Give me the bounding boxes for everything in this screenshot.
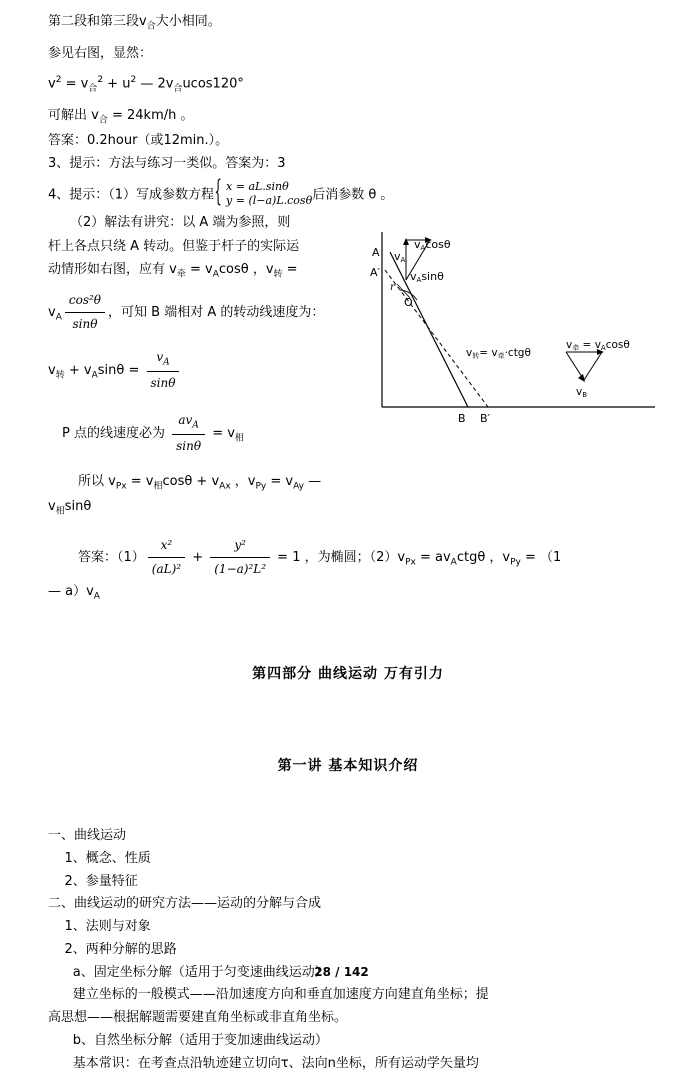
- fraction: [147, 346, 180, 395]
- line-text: = 1 ，为椭圆；（2）v: [273, 550, 406, 566]
- line-text: v: [48, 304, 56, 320]
- line-text: — a）v: [48, 583, 94, 599]
- outline-item: 2、参量特征: [48, 873, 138, 889]
- subscript: 合: [98, 115, 108, 126]
- physics-figure: [370, 232, 670, 425]
- subscript: 合: [146, 21, 156, 32]
- fraction-denominator: sinθ: [72, 316, 98, 331]
- line-text: = v: [185, 261, 213, 277]
- line-text: v: [48, 498, 56, 514]
- line-text: = （1: [520, 550, 562, 566]
- line-text: v: [48, 362, 56, 378]
- param-eq-y: y = (l−a)L.cosθ: [226, 194, 313, 208]
- fraction-numerator: cos²θ: [65, 289, 105, 313]
- line-text: cosθ + v: [162, 474, 220, 490]
- subscript: 相: [55, 506, 65, 517]
- line-text: 杆上各点只绕 A 转动。但鉴于杆子的实际运: [48, 238, 300, 254]
- subscript: 相: [153, 481, 163, 492]
- equation-line: [48, 72, 648, 98]
- line-text: + v: [64, 362, 92, 378]
- eq-part: v: [48, 76, 56, 92]
- label-vAcos: vAcosθ: [414, 238, 451, 252]
- outline-list: [48, 825, 648, 1075]
- subscript: 合: [173, 84, 183, 95]
- label-O: O: [404, 296, 413, 309]
- line-text: 答案：0.2hour（或12min.）。: [48, 133, 229, 149]
- outline-item: a、固定坐标分解（适用于匀变速曲线运动）: [48, 964, 328, 980]
- outline-item: 建立坐标的一般模式——沿加速度方向和垂直加速度方向建直角坐标；提: [48, 987, 489, 1003]
- line-text: P 点的线速度必为: [62, 426, 170, 442]
- superscript: 2: [55, 75, 62, 86]
- text-line: [48, 42, 648, 67]
- fraction: [65, 289, 105, 336]
- line-text: 动情形如右图，应有 v: [48, 261, 177, 277]
- label-vzhuan: v转= v牵·ctgθ: [466, 347, 531, 360]
- fraction-numerator: y²: [210, 534, 270, 558]
- fraction-denominator: (1−a)²L²: [214, 562, 267, 577]
- outline-item: 1、法则与对象: [48, 919, 151, 935]
- line-text: 所以 v: [78, 474, 116, 490]
- subscript: A: [212, 269, 219, 280]
- subscript: A: [55, 312, 62, 323]
- subscript: Py: [255, 481, 267, 492]
- outline-item: 基本常识：在考查点沿轨迹建立切向τ、法向n坐标，所有运动学矢量均: [48, 1055, 479, 1071]
- subscript: Px: [115, 481, 127, 492]
- text-line: [48, 470, 648, 496]
- label-vAsin: vAsinθ: [410, 270, 444, 284]
- line-text-end: = 24km/h 。: [107, 108, 194, 124]
- figure-svg: [370, 232, 670, 425]
- label-B-prime: B′: [480, 412, 491, 425]
- fraction-denominator: sinθ: [150, 376, 176, 391]
- line-text-end: 大小相同。: [155, 14, 221, 29]
- param-eq-x: { x = aL.sinθ: [226, 179, 289, 193]
- subscript: A: [93, 591, 100, 602]
- line-text: sinθ: [64, 498, 92, 514]
- line-text: ，v: [230, 474, 256, 490]
- eq-part: — 2v: [136, 76, 174, 92]
- line-text-end: 后消参数 θ 。: [312, 186, 394, 202]
- fraction-numerator: [172, 409, 205, 435]
- subscript: 合: [88, 84, 98, 95]
- outline-item: b、自然坐标分解（适用于变加速曲线运动）: [48, 1032, 329, 1048]
- text-line: [48, 104, 648, 130]
- text-line: [48, 496, 648, 520]
- fraction-denominator: (aL)²: [151, 562, 182, 577]
- superscript: 2: [130, 75, 137, 86]
- line-text: 3、提示：方法与练习一类似。答案为：3: [48, 155, 286, 171]
- label-r: r: [390, 282, 395, 293]
- part-title: 第四部分 曲线运动 万有引力: [252, 666, 444, 683]
- line-text: = av: [415, 550, 451, 566]
- line-text: 参见右图，显然：: [48, 45, 153, 61]
- subscript: 牵: [176, 269, 186, 280]
- superscript: 2: [97, 75, 104, 86]
- line-text: = v: [208, 426, 235, 442]
- line-text: = v: [266, 474, 294, 490]
- text-line: [48, 130, 648, 153]
- answer-line: [48, 534, 648, 581]
- subscript: Ay: [293, 481, 304, 492]
- subscript: 相: [234, 433, 244, 444]
- label-vA: vA: [394, 250, 406, 264]
- subscript: Px: [405, 557, 416, 568]
- label-A: A: [372, 246, 380, 259]
- outline-item: 一、曲线运动: [48, 828, 127, 844]
- line-text: （2）解法有讲究：以 A 端为参照，则: [70, 215, 291, 231]
- fraction: [148, 534, 185, 581]
- eq-part: + u: [103, 76, 131, 92]
- line-text: cosθ ，v: [218, 261, 274, 277]
- subscript: A: [91, 370, 98, 381]
- line-text: = v: [126, 474, 154, 490]
- subscript: Py: [510, 557, 521, 568]
- line-text: =: [282, 261, 298, 277]
- line-text: —: [303, 474, 322, 490]
- label-vqian: v牵 = vAcosθ: [566, 339, 630, 352]
- subscript: A: [450, 557, 457, 568]
- fraction-denominator: sinθ: [176, 439, 202, 454]
- line-text: sinθ =: [97, 362, 144, 378]
- outline-item: 高思想——根据解题需要建直角坐标或非直角坐标。: [48, 1010, 348, 1026]
- text-line: [48, 10, 648, 36]
- document-body: [48, 10, 648, 1075]
- outline-item: 1、概念、性质: [48, 850, 151, 866]
- line-text: 第二段和第三段v: [48, 14, 147, 29]
- label-B: B: [458, 412, 466, 425]
- subscript: A: [163, 357, 170, 368]
- subscript: Ax: [219, 481, 231, 492]
- line-text: ctgθ ，v: [456, 550, 511, 566]
- line-text: 可解出 v: [48, 108, 99, 124]
- text-line: [48, 180, 648, 210]
- outline-item: 二、曲线运动的研究方法——运动的分解与合成: [48, 896, 322, 912]
- fraction-numerator: [147, 346, 180, 372]
- line-text: +: [188, 550, 208, 566]
- eq-part: = v: [61, 76, 89, 92]
- fraction: [172, 409, 205, 458]
- line-text: 4、提示：（1）写成参数方程: [48, 186, 215, 202]
- fraction: [210, 534, 270, 581]
- subscript: 转: [55, 370, 65, 381]
- label-vB: vB: [576, 386, 588, 399]
- parametric-equations: [214, 180, 312, 210]
- subscript: A: [192, 420, 199, 431]
- frac-var: v: [156, 349, 164, 364]
- fraction-numerator: x²: [148, 534, 185, 558]
- outline-item: 2、两种分解的思路: [48, 941, 177, 957]
- page-number: 28 / 142: [314, 965, 369, 979]
- eq-part: ucos120°: [182, 76, 244, 92]
- label-A-prime: A′: [370, 266, 381, 279]
- subscript: 转: [273, 269, 283, 280]
- text-line: [48, 153, 648, 176]
- answer-line-cont: [48, 581, 648, 605]
- frac-var: av: [178, 412, 193, 427]
- line-text: 答案：（1）: [78, 550, 145, 566]
- line-text-end: ，可知 B 端相对 A 的转动线速度为：: [108, 304, 325, 320]
- lecture-title: 第一讲 基本知识介绍: [277, 758, 419, 775]
